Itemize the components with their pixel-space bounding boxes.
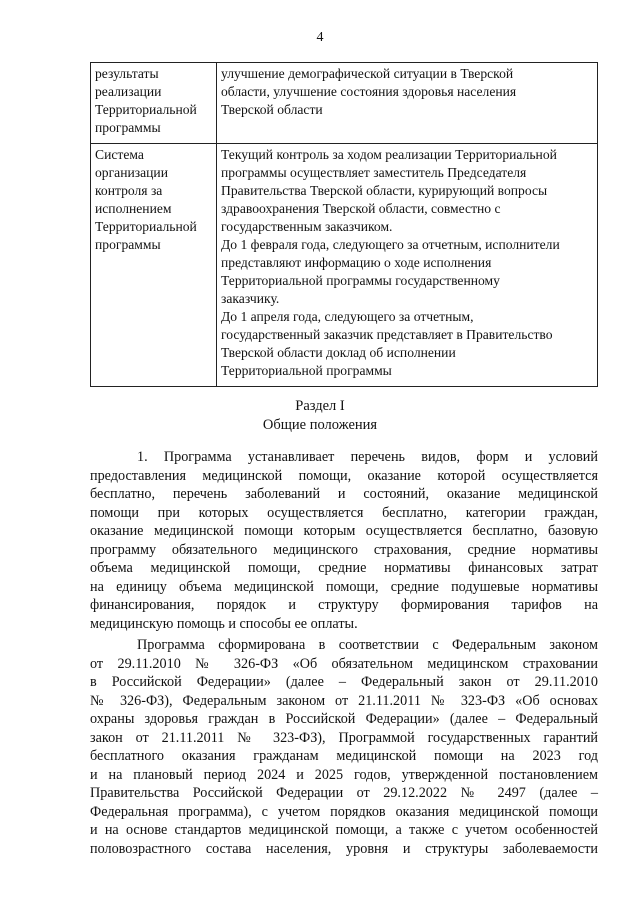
paragraph-line: и на плановый период 2024 и 2025 годов, утвержденной постановлением bbox=[90, 766, 598, 783]
row-label-line: исполнением bbox=[95, 201, 172, 216]
program-passport-table bbox=[90, 62, 598, 387]
row-content-cell bbox=[217, 144, 598, 387]
paragraph-line: Федеральная программа), с учетом порядков оказания медицинской помощи bbox=[90, 803, 598, 820]
paragraph bbox=[90, 636, 598, 858]
row-content-line: государственный заказчик представляет в Правительство bbox=[221, 327, 553, 342]
row-content-cell bbox=[217, 63, 598, 144]
paragraph-line: закон от 21.11.2011 № 323-ФЗ), Программой государственных гарантий bbox=[90, 729, 598, 746]
paragraph-line: Правительства Российской Федерации от 29.12.2022 № 2497 (далее – bbox=[90, 785, 598, 801]
paragraph-line: Программа сформирована в соответствии с Федеральным законом bbox=[137, 637, 598, 653]
row-label-line: Территориальной bbox=[95, 102, 197, 117]
paragraph-line: финансирования, порядок и структуру формирования тарифов на bbox=[90, 597, 598, 613]
paragraph-line: медицинскую помощь и способы ее оплаты. bbox=[90, 615, 358, 632]
row-label-line: контроля за bbox=[95, 183, 163, 198]
table-row bbox=[91, 63, 598, 144]
row-label-line: Система bbox=[95, 147, 144, 162]
section-heading bbox=[0, 397, 640, 435]
row-label-line: организации bbox=[95, 165, 168, 180]
paragraph-line: оказание медицинской помощи которым осуществляется бесплатно, базовую bbox=[90, 523, 598, 539]
body-text bbox=[90, 448, 598, 858]
row-label-line: реализации bbox=[95, 84, 162, 99]
table-row bbox=[91, 144, 598, 387]
row-content-line: Территориальной программы bbox=[221, 363, 392, 378]
row-label-cell bbox=[91, 144, 217, 387]
row-content-line: улучшение демографической ситуации в Тверской bbox=[221, 66, 514, 81]
section-title: Раздел I bbox=[295, 398, 345, 414]
section-subtitle: Общие положения bbox=[262, 417, 378, 433]
row-content-line: области, улучшение состояния здоровья населения bbox=[221, 84, 517, 99]
paragraph bbox=[90, 448, 598, 633]
row-content-line: Территориальной программы государственному bbox=[221, 273, 500, 288]
paragraph-line: охраны здоровья граждан в Российской Федерации» (далее – Федеральный bbox=[90, 711, 598, 727]
row-label-line: Территориальной bbox=[95, 219, 197, 234]
paragraph-line: от 29.11.2010 № 326-ФЗ «Об обязательном медицинском страховании bbox=[90, 655, 598, 672]
row-content-line: Тверской области bbox=[221, 102, 323, 117]
paragraph-line: на единицу объема медицинской помощи, средние подушевые нормативы bbox=[90, 578, 598, 595]
paragraph-line: и на основе стандартов медицинской помощи, а также с учетом особенностей bbox=[90, 822, 598, 838]
row-content-line: программы осуществляет заместитель Председателя bbox=[221, 165, 527, 180]
row-content-line: заказчику. bbox=[221, 291, 280, 306]
row-content-line: представляют информацию о ходе исполнения bbox=[221, 255, 492, 270]
paragraph-line: в Российской Федерации» (далее – Федеральный закон от 29.11.2010 bbox=[90, 674, 598, 690]
row-content-line: До 1 апреля года, следующего за отчетным, bbox=[221, 309, 474, 324]
row-content-line: Тверской области доклад об исполнении bbox=[221, 345, 456, 360]
row-content-line: здравоохранения Тверской области, совместно с bbox=[221, 201, 501, 216]
row-content-line: государственным заказчиком. bbox=[221, 219, 393, 234]
row-content-line: Правительства Тверской области, курирующий вопросы bbox=[221, 183, 548, 198]
row-label-line: результаты bbox=[95, 66, 159, 81]
paragraph-line: помощи при которых осуществляется бесплатно, категории граждан, bbox=[90, 504, 598, 521]
paragraph-line: объема медицинской помощи, средние нормативы финансовых затрат bbox=[90, 560, 598, 576]
row-label-line: программы bbox=[95, 237, 161, 252]
page-number: 4 bbox=[316, 30, 324, 45]
paragraph-line: программу обязательного медицинского страхования, средние нормативы bbox=[90, 541, 598, 558]
row-label-cell bbox=[91, 63, 217, 144]
row-content-line: До 1 февраля года, следующего за отчетным, исполнители bbox=[221, 237, 560, 252]
paragraph-line: бесплатного оказания гражданам медицинской помощи на 2023 год bbox=[90, 748, 598, 764]
paragraph-line: предоставления медицинской помощи, оказание которой осуществляется bbox=[90, 467, 598, 484]
paragraph-line: бесплатно, перечень заболеваний и состояний, оказание медицинской bbox=[90, 486, 598, 502]
row-content-line: Текущий контроль за ходом реализации Территориальной bbox=[221, 147, 557, 162]
paragraph-line: половозрастного состава населения, уровня и структуры заболеваемости bbox=[90, 840, 598, 857]
paragraph-line: № 326-ФЗ), Федеральным законом от 21.11.2011 № 323-ФЗ «Об основах bbox=[90, 692, 598, 709]
row-label-line: программы bbox=[95, 120, 161, 135]
paragraph-line: 1. Программа устанавливает перечень видов, форм и условий bbox=[137, 449, 598, 465]
